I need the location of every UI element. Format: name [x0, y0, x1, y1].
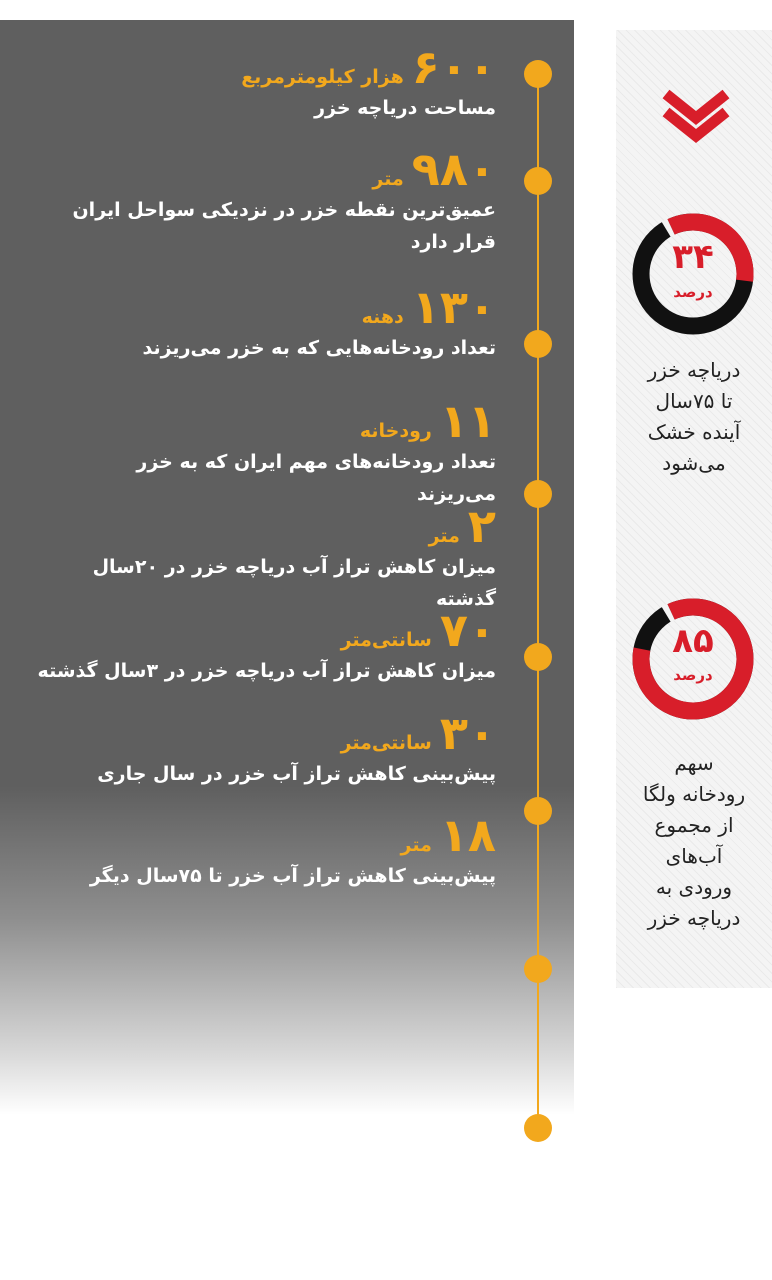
timeline-dot: [524, 797, 552, 825]
stat-headline: [76, 706, 496, 760]
timeline-dot: [524, 167, 552, 195]
stat-headline: [46, 142, 496, 196]
stat-item: [196, 40, 496, 124]
caption-line: دریاچه خزر: [647, 906, 741, 930]
caption-line: تا ۷۵سال: [655, 389, 733, 413]
caption-line: از مجموع: [654, 813, 734, 837]
stat-item: [76, 280, 496, 364]
caption-line: سهم: [674, 751, 714, 775]
donut-caption: [616, 355, 772, 479]
stat-number: ۶۰۰: [411, 40, 496, 94]
stat-headline: [76, 808, 496, 862]
double-chevron-down-icon: [658, 88, 734, 144]
stat-number: ۳۰: [439, 706, 496, 760]
donut-unit: درصد: [673, 283, 713, 301]
stat-description: مساحت دریاچه خزر: [314, 97, 496, 119]
stat-number: ۱۸: [439, 808, 496, 862]
stat-description: تعداد رودخانه‌هایی که به خزر می‌ریزند: [142, 337, 496, 359]
stat-unit: دهنه: [361, 306, 404, 328]
stat-item: [76, 808, 496, 892]
stat-number: ۹۸۰: [411, 142, 496, 196]
donut-gap: [666, 227, 671, 230]
stat-description: تعداد رودخانه‌های مهم ایران که به خزر می‌ریزند: [136, 451, 496, 505]
caption-line: آب‌های: [665, 844, 723, 868]
caption-line: ورودی به: [655, 875, 733, 899]
donut-gap: [666, 612, 671, 615]
stat-description: پیش‌بینی کاهش تراز آب خزر تا ۷۵سال دیگر: [89, 865, 496, 887]
caption-line: می‌شود: [662, 451, 726, 475]
stat-unit: متر: [428, 525, 460, 547]
stat-headline: [36, 499, 496, 553]
timeline-dot: [524, 60, 552, 88]
stat-description: میزان کاهش تراز آب دریاچه خزر در ۳سال گذشته: [37, 660, 496, 682]
timeline-dot: [524, 480, 552, 508]
caption-line: رودخانه ولگا: [642, 782, 746, 806]
stat-unit: سانتی‌متر: [340, 732, 432, 754]
stat-number: ۲: [467, 499, 496, 553]
stat-headline: [36, 603, 496, 657]
stat-number: ۷۰: [439, 603, 496, 657]
stat-item: [36, 603, 496, 687]
stat-unit: هزار کیلومترمربع: [241, 66, 404, 88]
donut-number: ۸۵: [672, 621, 714, 661]
stat-headline: [56, 394, 496, 448]
timeline-dot: [524, 643, 552, 671]
stat-description: عمیق‌ترین نقطه خزر در نزدیکی سواحل ایران قرار دارد: [72, 199, 496, 253]
stat-item: [56, 394, 496, 510]
caption-line: آینده خشک: [647, 420, 741, 444]
stat-unit: رودخانه: [359, 420, 432, 442]
timeline-dot: [524, 955, 552, 983]
timeline-dot: [524, 330, 552, 358]
stat-item: [46, 142, 496, 258]
donut-number: ۳۴: [672, 237, 714, 277]
stat-description: پیش‌بینی کاهش تراز آب خزر در سال جاری: [97, 763, 496, 785]
stat-unit: متر: [372, 168, 404, 190]
stat-number: ۱۱: [439, 394, 496, 448]
stat-item: [36, 499, 496, 615]
stat-description: میزان کاهش تراز آب دریاچه خزر در ۲۰سال گذشته: [92, 556, 496, 610]
stat-item: [76, 706, 496, 790]
donut-caption: [616, 748, 772, 934]
stat-headline: [196, 40, 496, 94]
stat-number: ۱۳۰: [411, 280, 496, 334]
stat-unit: متر: [400, 834, 432, 856]
caption-line: دریاچه خزر: [647, 358, 741, 382]
stat-headline: [76, 280, 496, 334]
stat-unit: سانتی‌متر: [340, 629, 432, 651]
donut-unit: درصد: [673, 666, 713, 684]
timeline-dot: [524, 1114, 552, 1142]
